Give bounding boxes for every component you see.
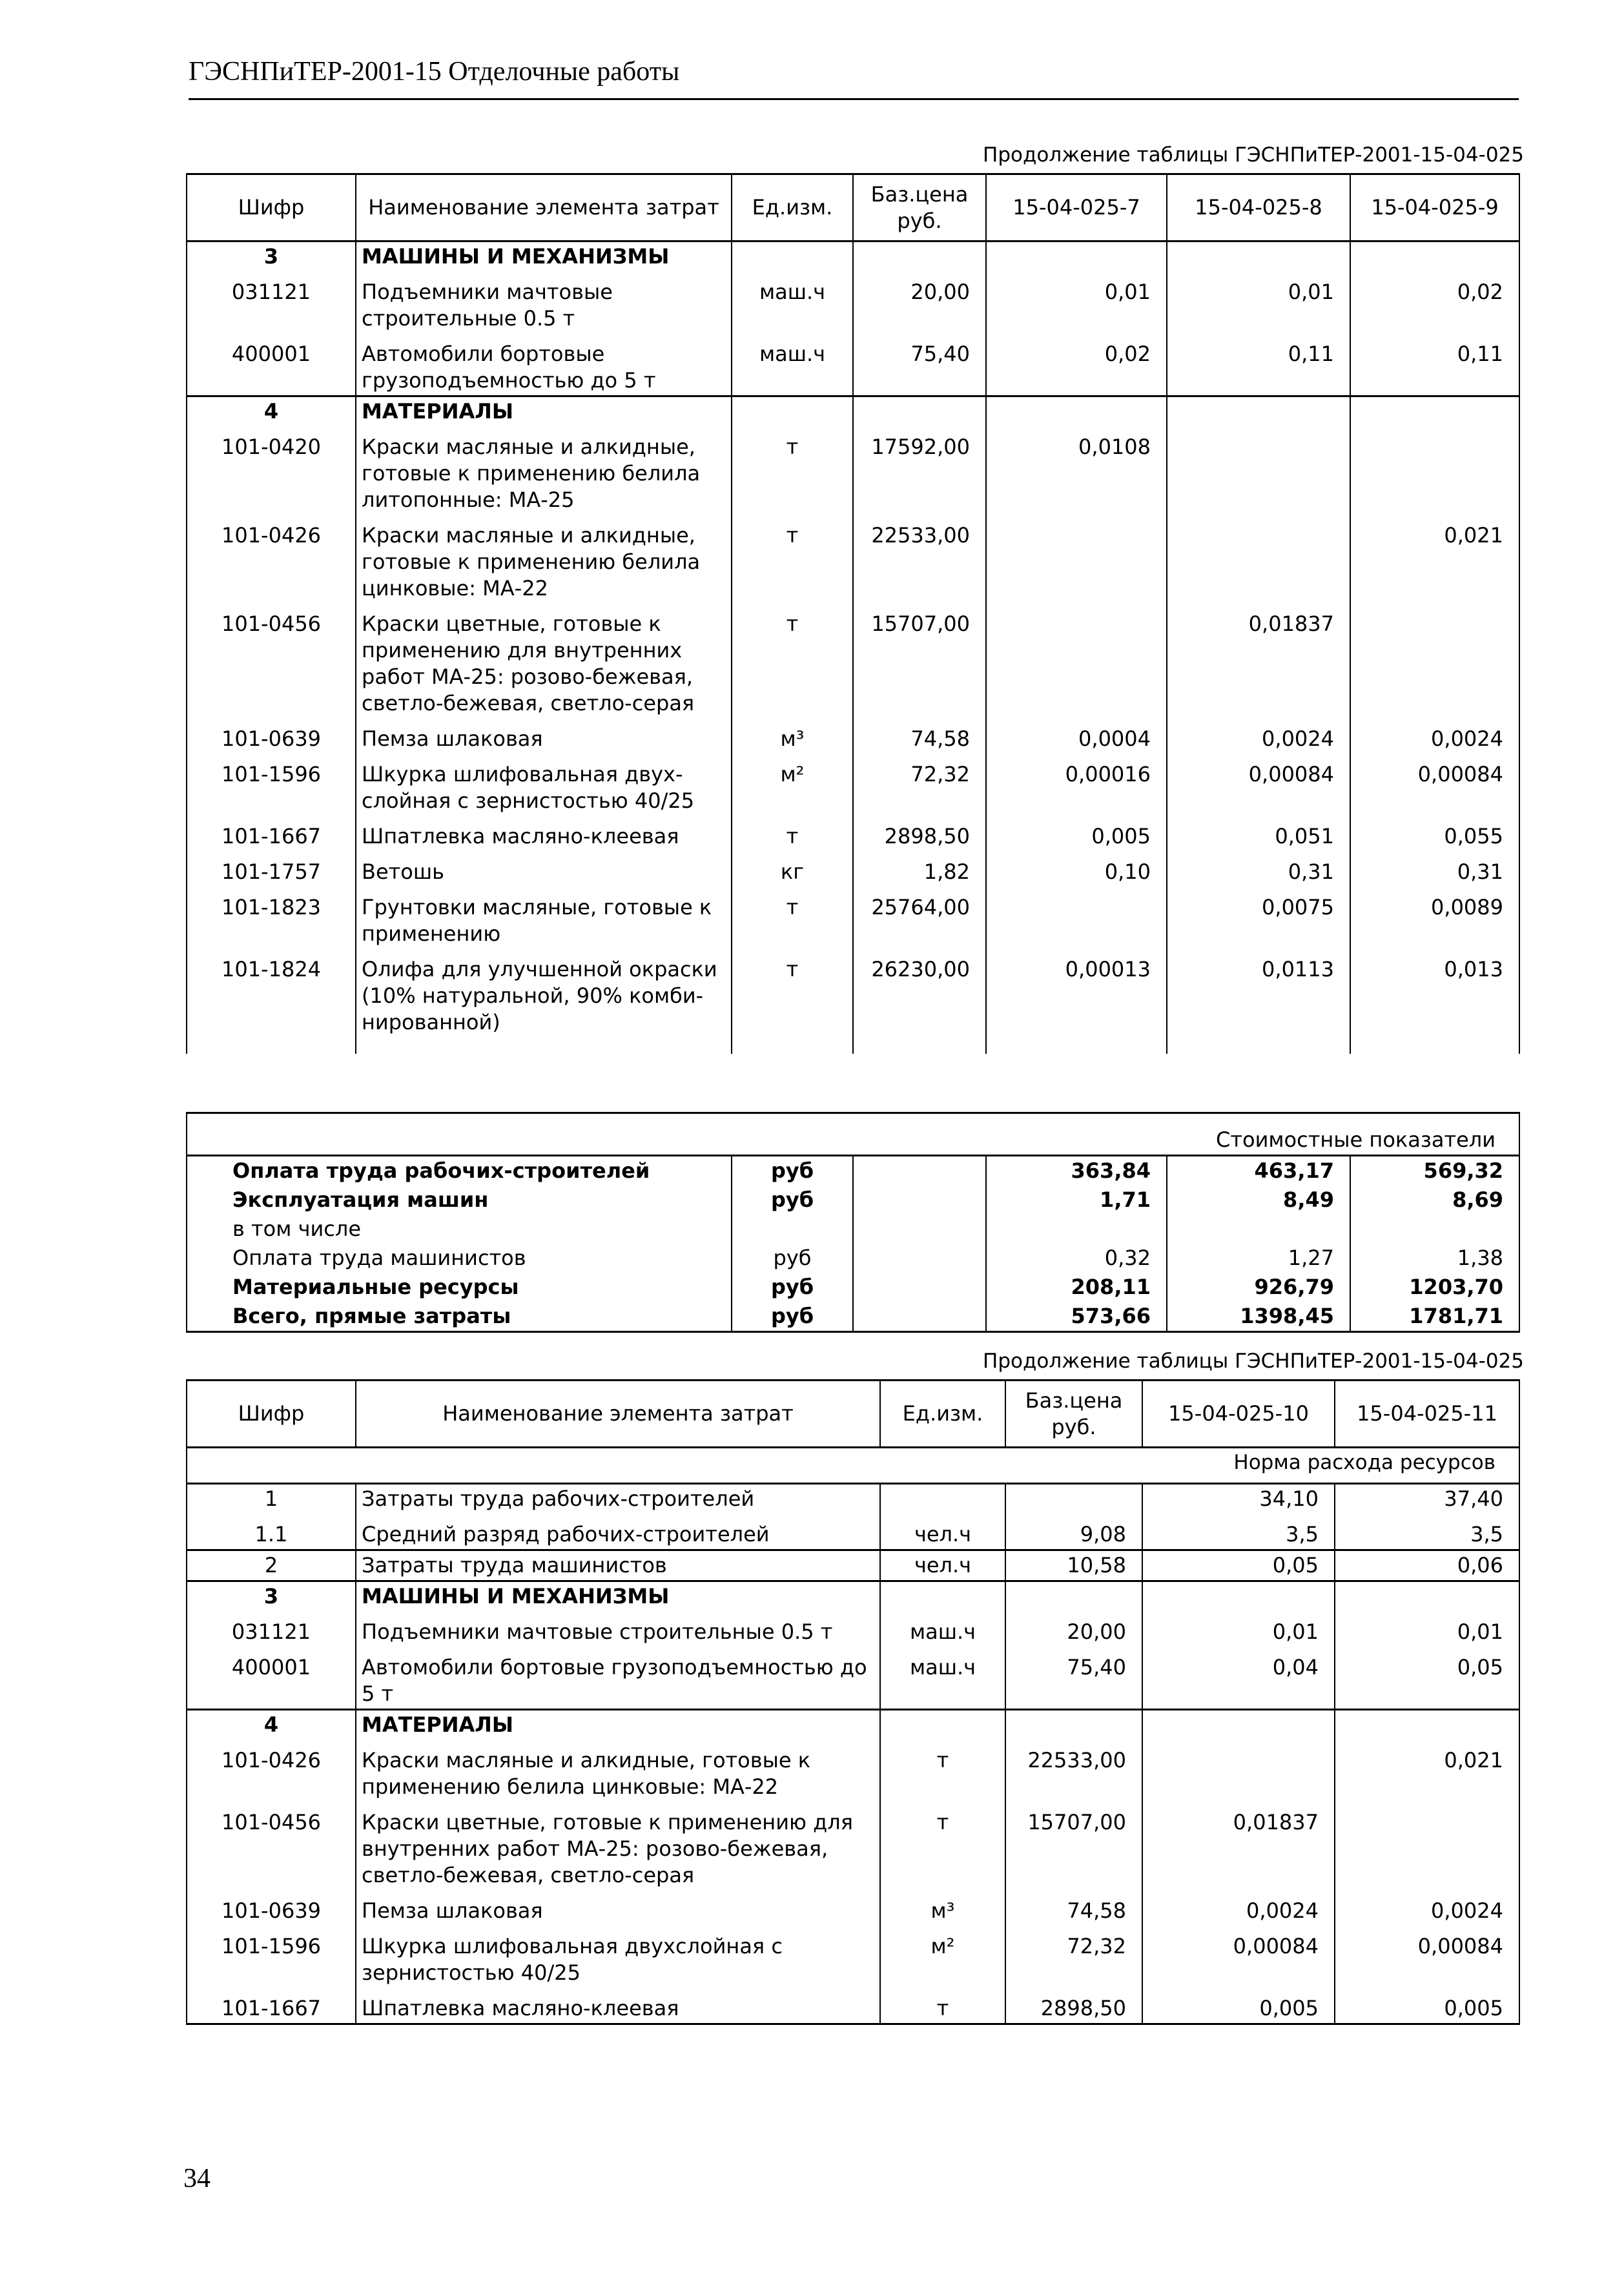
summary-label: Материальные ресурсы — [187, 1273, 732, 1302]
base-price: 9,08 — [1005, 1514, 1142, 1550]
norm-value: 0,051 — [1167, 816, 1350, 851]
norm-value: 0,05 — [1335, 1647, 1519, 1710]
resource-code: 101-0456 — [187, 1802, 356, 1890]
column-header-name: Наименование элемента затрат — [356, 174, 732, 241]
resource-code: 101-0639 — [187, 718, 356, 754]
resource-name: Краски масляные и алкидные, готовые к применению белила литопонные: МА-25 — [356, 426, 732, 515]
table-row — [187, 1514, 1519, 1550]
summary-value — [986, 1215, 1167, 1244]
base-price: 25764,00 — [853, 887, 986, 949]
empty-cell — [853, 396, 986, 427]
norm-value: 0,01 — [986, 271, 1167, 333]
norm-value: 0,021 — [1335, 1740, 1519, 1802]
table1-body — [187, 241, 1519, 1054]
cost-summary-caption: Стоимостные показатели — [187, 1113, 1519, 1156]
empty-cell — [356, 1037, 732, 1054]
norm-value: 0,01837 — [1167, 603, 1350, 718]
norm-value: 0,31 — [1350, 851, 1519, 887]
resource-name: Олифа для улучшенной окраски (10% натуральной, 90% комби-нированной) — [356, 949, 732, 1037]
section-code: 4 — [187, 396, 356, 427]
empty-cell — [1167, 1037, 1350, 1054]
base-price: 26230,00 — [853, 949, 986, 1037]
norm-value: 0,00084 — [1335, 1926, 1519, 1987]
norm-value: 0,00013 — [986, 949, 1167, 1037]
norm-value — [1167, 515, 1350, 603]
norm-value: 0,00084 — [1350, 754, 1519, 816]
column-header-unit: Ед.изм. — [732, 174, 853, 241]
norm-value: 3,5 — [1142, 1514, 1335, 1550]
table-row — [187, 754, 1519, 816]
norm-value — [1335, 1581, 1519, 1612]
table-row — [187, 1802, 1519, 1890]
section-row — [187, 1710, 1519, 1740]
table-row — [187, 333, 1519, 396]
norm-value: 0,0108 — [986, 426, 1167, 515]
table-row — [187, 887, 1519, 949]
page-header — [189, 53, 1519, 100]
empty-cell — [986, 1037, 1167, 1054]
base-price: 74,58 — [1005, 1890, 1142, 1926]
resource-code: 101-0426 — [187, 1740, 356, 1802]
norm-value: 0,00084 — [1142, 1926, 1335, 1987]
norm-value: 0,005 — [986, 816, 1167, 851]
empty-cell — [853, 1273, 986, 1302]
norm-value: 0,00016 — [986, 754, 1167, 816]
base-price: 75,40 — [1005, 1647, 1142, 1710]
resource-code: 101-1757 — [187, 851, 356, 887]
norm-value: 0,0113 — [1167, 949, 1350, 1037]
resource-unit: т — [732, 603, 853, 718]
norm-value: 0,06 — [1335, 1550, 1519, 1581]
base-price — [1005, 1484, 1142, 1514]
table1-resources — [186, 173, 1520, 1054]
resource-name: Краски цветные, готовые к применению для внутренних работ МА-25: розово-бежевая, светло-бежевая, светло-серая — [356, 1802, 880, 1890]
base-price: 15707,00 — [1005, 1802, 1142, 1890]
empty-cell — [1167, 396, 1350, 427]
summary-value — [1350, 1215, 1519, 1244]
summary-label: в том числе — [187, 1215, 732, 1244]
resource-name: Средний разряд рабочих-строителей — [356, 1514, 880, 1550]
base-price: 17592,00 — [853, 426, 986, 515]
norm-value: 0,0024 — [1167, 718, 1350, 754]
norm-value: 0,02 — [1350, 271, 1519, 333]
summary-unit: руб — [732, 1186, 853, 1215]
resource-name: Пемза шлаковая — [356, 1890, 880, 1926]
resource-name: Подъемники мачтовые строительные 0.5 т — [356, 1611, 880, 1647]
resource-unit: м³ — [880, 1890, 1005, 1926]
norm-value: 0,01 — [1167, 271, 1350, 333]
resource-unit: чел.ч — [880, 1514, 1005, 1550]
norm-value — [1142, 1740, 1335, 1802]
empty-cell — [732, 241, 853, 272]
resource-name: Шпатлевка масляно-клеевая — [356, 1987, 880, 2024]
column-header-price: Баз.цена руб. — [1005, 1381, 1142, 1448]
norm-value — [986, 515, 1167, 603]
summary-unit — [732, 1215, 853, 1244]
resource-code: 031121 — [187, 271, 356, 333]
norm-value — [986, 887, 1167, 949]
resource-name: МАШИНЫ И МЕХАНИЗМЫ — [356, 1581, 880, 1612]
summary-value: 0,32 — [986, 1244, 1167, 1273]
norm-value — [1142, 1581, 1335, 1612]
column-header-name: Наименование элемента затрат — [356, 1381, 880, 1448]
table-row — [187, 1550, 1519, 1581]
resource-unit: м² — [732, 754, 853, 816]
base-price — [1005, 1710, 1142, 1740]
norm-value: 0,005 — [1335, 1987, 1519, 2024]
summary-row — [187, 1215, 1519, 1244]
table1-caption: Продолжение таблицы ГЭСНПиТЕР-2001-15-04-025 — [983, 143, 1524, 167]
resource-unit: т — [732, 515, 853, 603]
column-header-code: Шифр — [187, 1381, 356, 1448]
empty-cell — [853, 1244, 986, 1273]
summary-value: 1781,71 — [1350, 1302, 1519, 1332]
resource-name: Шкурка шлифовальная двух-слойная с зернистостью 40/25 — [356, 754, 732, 816]
resource-unit: т — [880, 1802, 1005, 1890]
summary-value: 573,66 — [986, 1302, 1167, 1332]
resource-code: 1.1 — [187, 1514, 356, 1550]
resource-unit: маш.ч — [880, 1611, 1005, 1647]
norm-value — [1335, 1802, 1519, 1890]
resource-name: Шпатлевка масляно-клеевая — [356, 816, 732, 851]
column-header-norm-11: 15-04-025-11 — [1335, 1381, 1519, 1448]
empty-cell — [853, 1186, 986, 1215]
resource-unit: т — [732, 949, 853, 1037]
norm-value: 0,00084 — [1167, 754, 1350, 816]
resource-code: 101-0420 — [187, 426, 356, 515]
resource-code: 2 — [187, 1550, 356, 1581]
table2-caption: Продолжение таблицы ГЭСНПиТЕР-2001-15-04-025 — [983, 1350, 1524, 1373]
column-header-code: Шифр — [187, 174, 356, 241]
table-row — [187, 1647, 1519, 1710]
resource-name: Краски цветные, готовые к применению для внутренних работ МА-25: розово-бежевая, светло-бежевая, светло-серая — [356, 603, 732, 718]
base-price: 20,00 — [1005, 1611, 1142, 1647]
table-row — [187, 1890, 1519, 1926]
table-row — [187, 1484, 1519, 1514]
norm-value: 0,0024 — [1350, 718, 1519, 754]
summary-value: 569,32 — [1350, 1156, 1519, 1186]
resource-code: 101-1824 — [187, 949, 356, 1037]
resource-unit — [880, 1710, 1005, 1740]
section-code: 3 — [187, 241, 356, 272]
column-header-norm-7: 15-04-025-7 — [986, 174, 1167, 241]
base-price: 2898,50 — [853, 816, 986, 851]
resource-code: 101-1667 — [187, 816, 356, 851]
summary-label: Всего, прямые затраты — [187, 1302, 732, 1332]
resource-unit: кг — [732, 851, 853, 887]
resource-unit — [880, 1484, 1005, 1514]
norm-value: 0,0024 — [1142, 1890, 1335, 1926]
table-row — [187, 949, 1519, 1037]
resource-name: МАТЕРИАЛЫ — [356, 1710, 880, 1740]
summary-value: 208,11 — [986, 1273, 1167, 1302]
resource-name: Ветошь — [356, 851, 732, 887]
resource-code: 101-0456 — [187, 603, 356, 718]
resource-code: 4 — [187, 1710, 356, 1740]
resource-code: 101-0426 — [187, 515, 356, 603]
norm-value: 0,11 — [1167, 333, 1350, 396]
summary-row — [187, 1156, 1519, 1186]
resource-unit: маш.ч — [880, 1647, 1005, 1710]
empty-cell — [1350, 1037, 1519, 1054]
empty-cell — [853, 1302, 986, 1332]
page-number: 34 — [183, 2164, 211, 2193]
norm-value — [986, 603, 1167, 718]
norm-value: 0,10 — [986, 851, 1167, 887]
column-header-norm-10: 15-04-025-10 — [1142, 1381, 1335, 1448]
section-title: МАТЕРИАЛЫ — [356, 396, 732, 427]
norm-value: 0,02 — [986, 333, 1167, 396]
resource-unit: маш.ч — [732, 271, 853, 333]
norm-value: 0,0004 — [986, 718, 1167, 754]
base-price: 10,58 — [1005, 1550, 1142, 1581]
norm-value — [1335, 1710, 1519, 1740]
base-price: 15707,00 — [853, 603, 986, 718]
table-row — [187, 1987, 1519, 2024]
empty-cell — [986, 241, 1167, 272]
norm-value: 0,0089 — [1350, 887, 1519, 949]
base-price: 20,00 — [853, 271, 986, 333]
summary-unit: руб — [732, 1244, 853, 1273]
summary-value: 1,71 — [986, 1186, 1167, 1215]
norm-value: 0,11 — [1350, 333, 1519, 396]
resource-name: Краски масляные и алкидные, готовые к применению белила цинковые: МА-22 — [356, 1740, 880, 1802]
table2-body — [187, 1448, 1519, 2024]
table-row — [187, 1611, 1519, 1647]
resource-name: Затраты труда машинистов — [356, 1550, 880, 1581]
summary-value: 1,38 — [1350, 1244, 1519, 1273]
base-price: 22533,00 — [1005, 1740, 1142, 1802]
resource-unit — [880, 1581, 1005, 1612]
norm-value: 0,31 — [1167, 851, 1350, 887]
column-header-norm-8: 15-04-025-8 — [1167, 174, 1350, 241]
norm-value: 0,0075 — [1167, 887, 1350, 949]
base-price: 1,82 — [853, 851, 986, 887]
resource-code: 101-1823 — [187, 887, 356, 949]
summary-label: Эксплуатация машин — [187, 1186, 732, 1215]
resource-code: 101-0639 — [187, 1890, 356, 1926]
norm-value: 34,10 — [1142, 1484, 1335, 1514]
summary-row — [187, 1244, 1519, 1273]
summary-value — [1167, 1215, 1350, 1244]
summary-unit: руб — [732, 1302, 853, 1332]
table2-resources — [186, 1379, 1520, 2025]
empty-cell — [1350, 241, 1519, 272]
summary-value: 1,27 — [1167, 1244, 1350, 1273]
summary-value: 1203,70 — [1350, 1273, 1519, 1302]
norm-value: 0,01837 — [1142, 1802, 1335, 1890]
norm-value: 0,0024 — [1335, 1890, 1519, 1926]
summary-row — [187, 1302, 1519, 1332]
resource-unit: т — [732, 816, 853, 851]
base-price: 72,32 — [853, 754, 986, 816]
empty-cell — [732, 1037, 853, 1054]
norm-value: 0,005 — [1142, 1987, 1335, 2024]
norm-value: 3,5 — [1335, 1514, 1519, 1550]
table-row — [187, 515, 1519, 603]
section-row — [187, 396, 1519, 427]
summary-unit: руб — [732, 1156, 853, 1186]
norm-value: 0,01 — [1335, 1611, 1519, 1647]
summary-value: 8,69 — [1350, 1186, 1519, 1215]
column-header-unit: Ед.изм. — [880, 1381, 1005, 1448]
spacer-row — [187, 1037, 1519, 1054]
resource-unit: м² — [880, 1926, 1005, 1987]
table-row — [187, 718, 1519, 754]
norm-value — [1142, 1710, 1335, 1740]
resource-unit: маш.ч — [732, 333, 853, 396]
norm-subheader: Норма расхода ресурсов — [187, 1448, 1519, 1484]
resource-code: 400001 — [187, 1647, 356, 1710]
empty-cell — [853, 241, 986, 272]
section-title: МАШИНЫ И МЕХАНИЗМЫ — [356, 241, 732, 272]
resource-code: 031121 — [187, 1611, 356, 1647]
resource-name: Краски масляные и алкидные, готовые к применению белила цинковые: МА-22 — [356, 515, 732, 603]
table-row — [187, 1926, 1519, 1987]
resource-name: Подъемники мачтовые строительные 0.5 т — [356, 271, 732, 333]
norm-value: 0,04 — [1142, 1647, 1335, 1710]
resource-name: Грунтовки масляные, готовые к применению — [356, 887, 732, 949]
norm-value: 0,055 — [1350, 816, 1519, 851]
resource-code: 101-1596 — [187, 1926, 356, 1987]
summary-value: 1398,45 — [1167, 1302, 1350, 1332]
empty-cell — [187, 1037, 356, 1054]
resource-code: 101-1596 — [187, 754, 356, 816]
resource-unit: м³ — [732, 718, 853, 754]
resource-unit: т — [732, 887, 853, 949]
column-header-norm-9: 15-04-025-9 — [1350, 174, 1519, 241]
base-price — [1005, 1581, 1142, 1612]
base-price: 22533,00 — [853, 515, 986, 603]
norm-value: 37,40 — [1335, 1484, 1519, 1514]
resource-name: Шкурка шлифовальная двухслойная с зернистостью 40/25 — [356, 1926, 880, 1987]
table-row — [187, 851, 1519, 887]
summary-label: Оплата труда машинистов — [187, 1244, 732, 1273]
resource-code: 400001 — [187, 333, 356, 396]
norm-value: 0,05 — [1142, 1550, 1335, 1581]
table-row — [187, 603, 1519, 718]
norm-value: 0,01 — [1142, 1611, 1335, 1647]
norm-value — [1350, 603, 1519, 718]
empty-cell — [853, 1037, 986, 1054]
column-header-price: Баз.цена руб. — [853, 174, 986, 241]
norm-value: 0,021 — [1350, 515, 1519, 603]
resource-unit: т — [880, 1987, 1005, 2024]
page-header-title: ГЭСНПиТЕР-2001-15 Отделочные работы — [189, 57, 680, 87]
norm-value — [1350, 426, 1519, 515]
summary-unit: руб — [732, 1273, 853, 1302]
empty-cell — [853, 1156, 986, 1186]
resource-code: 101-1667 — [187, 1987, 356, 2024]
resource-name: Затраты труда рабочих-строителей — [356, 1484, 880, 1514]
summary-value: 8,49 — [1167, 1186, 1350, 1215]
summary-value: 926,79 — [1167, 1273, 1350, 1302]
summary-value: 463,17 — [1167, 1156, 1350, 1186]
resource-unit: т — [732, 426, 853, 515]
base-price: 75,40 — [853, 333, 986, 396]
resource-unit: т — [880, 1740, 1005, 1802]
resource-name: Пемза шлаковая — [356, 718, 732, 754]
empty-cell — [986, 396, 1167, 427]
empty-cell — [732, 396, 853, 427]
section-row — [187, 1581, 1519, 1612]
base-price: 2898,50 — [1005, 1987, 1142, 2024]
summary-value: 363,84 — [986, 1156, 1167, 1186]
resource-code: 3 — [187, 1581, 356, 1612]
summary-label: Оплата труда рабочих-строителей — [187, 1156, 732, 1186]
table1-cost-summary — [186, 1112, 1520, 1333]
resource-unit: чел.ч — [880, 1550, 1005, 1581]
resource-code: 1 — [187, 1484, 356, 1514]
table-row — [187, 271, 1519, 333]
norm-value — [1167, 426, 1350, 515]
norm-value: 0,013 — [1350, 949, 1519, 1037]
summary-row — [187, 1186, 1519, 1215]
summary-row — [187, 1273, 1519, 1302]
resource-name: Автомобили бортовые грузоподъемностью до 5 т — [356, 1647, 880, 1710]
table-row — [187, 426, 1519, 515]
section-row — [187, 241, 1519, 272]
empty-cell — [1167, 241, 1350, 272]
base-price: 72,32 — [1005, 1926, 1142, 1987]
empty-cell — [853, 1215, 986, 1244]
table-row — [187, 1740, 1519, 1802]
base-price: 74,58 — [853, 718, 986, 754]
resource-name: Автомобили бортовые грузоподъемностью до 5 т — [356, 333, 732, 396]
empty-cell — [1350, 396, 1519, 427]
table-row — [187, 816, 1519, 851]
